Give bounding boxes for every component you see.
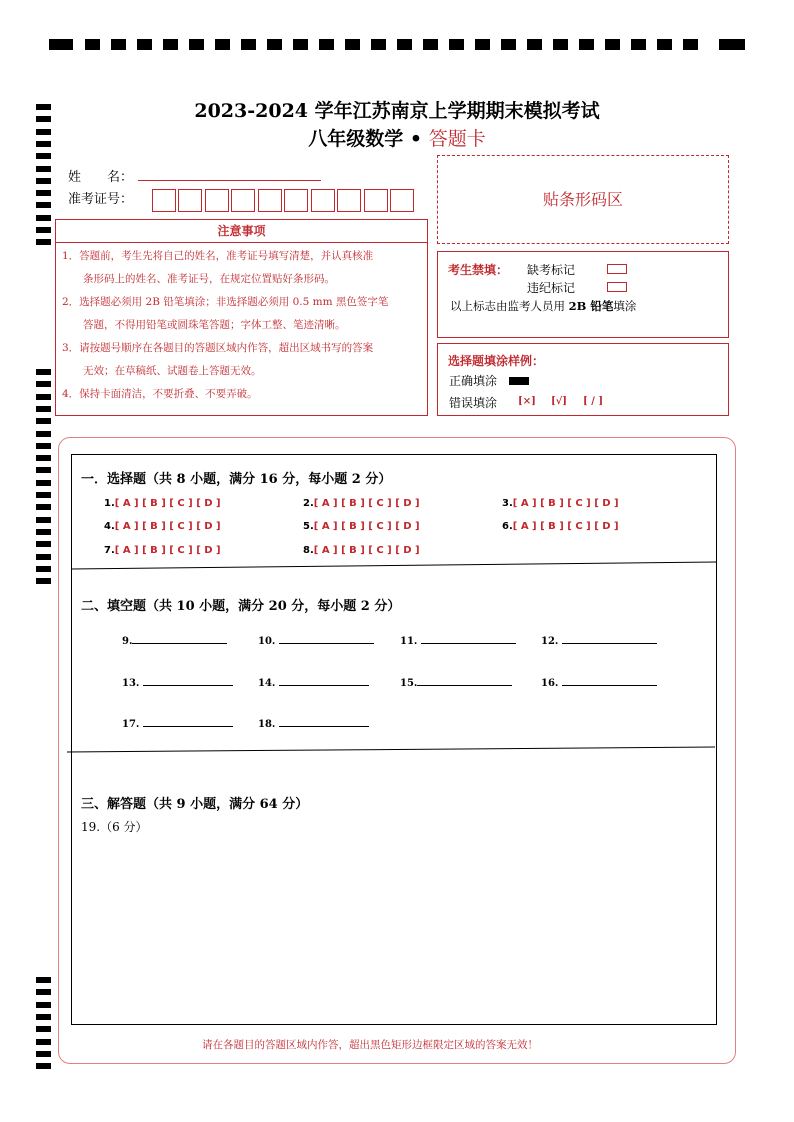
choice-options: [ A ] [ B ] [ C ] [ D ] (114, 521, 221, 532)
notice-item-3b: 无效；在草稿纸、试题卷上答题无效。 (62, 365, 262, 377)
notice-box (55, 219, 428, 416)
fill-q17[interactable] (122, 716, 233, 730)
q-number: 16. (541, 678, 559, 689)
absent-label: 缺考标记 (527, 263, 576, 277)
forbid-note-bold: 2B 铅笔 (568, 299, 614, 313)
violation-label: 违纪标记 (527, 281, 576, 295)
timing-mark (36, 529, 51, 535)
notice-item-1b: 条形码上的姓名、准考证号，在规定位置贴好条形码。 (62, 273, 335, 285)
forbid-note (450, 298, 636, 314)
section3-heading: 三、解答题（共 9 小题，满分 64 分） (81, 797, 309, 812)
fill-q12[interactable] (541, 633, 657, 647)
q-number: 17. (122, 719, 140, 730)
subtitle-subject: 八年级数学 (308, 128, 404, 150)
q-number: 6. (502, 521, 513, 532)
timing-mark (36, 1002, 51, 1008)
choice-q3[interactable] (502, 498, 619, 509)
subtitle-answer-card: 答题卡 (428, 128, 486, 150)
fill-q15[interactable] (400, 675, 512, 689)
forbid-note-prefix: 以上标志由监考人员用 (450, 299, 569, 313)
timing-mark (36, 215, 51, 221)
barcode-area (437, 155, 729, 244)
choice-options: [ A ] [ B ] [ C ] [ D ] (313, 545, 420, 556)
correct-label: 正确填涂 (449, 374, 498, 388)
q-number: 15. (400, 678, 418, 689)
q-number: 5. (303, 521, 314, 532)
sample-box (437, 343, 729, 416)
timing-mark (36, 554, 51, 560)
fill-q18[interactable] (258, 716, 369, 730)
notice-item-1a: 1．答题前，考生先将自己的姓名，准考证号填写清楚，并认真核准 (62, 250, 374, 262)
q-number: 10. (258, 636, 276, 647)
timing-mark (36, 1063, 51, 1069)
timing-mark (36, 239, 51, 245)
choice-q1[interactable] (104, 498, 221, 509)
q-number: 13. (122, 678, 140, 689)
timing-mark (36, 202, 51, 208)
page-title: 2023-2024 学年江苏南京上学期期末模拟考试 (194, 100, 600, 122)
timing-mark (36, 190, 51, 196)
footer-warning: 请在各题目的答题区域内作答，超出黑色矩形边框限定区域的答案无效！ (202, 1039, 538, 1051)
q-number: 1. (104, 498, 115, 509)
page-subtitle (0, 124, 794, 151)
timing-mark (36, 517, 51, 523)
notice-item-4: 4．保持卡面清洁，不要折叠、不要弄破。 (62, 388, 258, 400)
timing-mark (36, 153, 51, 159)
q19-answer-area[interactable] (80, 840, 710, 1020)
choice-q7[interactable] (104, 545, 221, 556)
timing-mark (36, 227, 51, 233)
q-number: 2. (303, 498, 314, 509)
timing-mark (36, 541, 51, 547)
choice-options: [ A ] [ B ] [ C ] [ D ] (114, 498, 221, 509)
fill-q10[interactable] (258, 633, 374, 647)
correct-mark (509, 377, 529, 385)
absent-mark[interactable] (607, 264, 627, 274)
timing-mark (36, 504, 51, 510)
wrong-mark-slash: [ / ] (583, 396, 604, 407)
fill-q11[interactable] (400, 633, 516, 647)
fill-q16[interactable] (541, 675, 657, 689)
q-number: 11. (400, 636, 418, 647)
timing-mark (36, 480, 51, 486)
timing-mark (36, 431, 51, 437)
notice-item-2a: 2．选择题必须用 2B 铅笔填涂；非选择题必须用 0.5 mm 黑色签字笔 (62, 296, 389, 308)
timing-mark (36, 369, 51, 375)
choice-q4[interactable] (104, 521, 221, 532)
section2-heading: 二、填空题（共 10 小题，满分 20 分，每小题 2 分） (81, 599, 401, 614)
timing-mark (36, 455, 51, 461)
timing-mark (36, 443, 51, 449)
choice-q5[interactable] (303, 521, 420, 532)
timing-mark (36, 467, 51, 473)
choice-options: [ A ] [ B ] [ C ] [ D ] (313, 521, 420, 532)
timing-mark (36, 406, 51, 412)
q-number: 4. (104, 521, 115, 532)
q-number: 18. (258, 719, 276, 730)
timing-mark (36, 566, 51, 572)
id-label: 准考证号： (68, 192, 134, 207)
notice-item-2b: 答题，不得用铅笔或圆珠笔答题；字体工整、笔迹清晰。 (62, 319, 346, 331)
timing-mark (36, 492, 51, 498)
wrong-mark-check: [√] (551, 396, 568, 407)
subtitle-dot: • (409, 128, 423, 150)
q-number: 8. (303, 545, 314, 556)
choice-q8[interactable] (303, 545, 420, 556)
forbid-note-suffix: 填涂 (613, 299, 637, 313)
section1-heading: 一．选择题（共 8 小题，满分 16 分，每小题 2 分） (81, 472, 392, 487)
fill-q13[interactable] (122, 675, 233, 689)
notice-item-3a: 3．请按题号顺序在各题目的答题区域内作答，超出区域书写的答案 (62, 342, 374, 354)
timing-mark (36, 977, 51, 983)
wrong-mark-x: [×] (518, 396, 536, 407)
choice-q6[interactable] (502, 521, 619, 532)
timing-mark (36, 394, 51, 400)
timing-mark (36, 1014, 51, 1020)
timing-mark (36, 989, 51, 995)
q-number: 7. (104, 545, 115, 556)
forbid-label: 考生禁填： (448, 263, 509, 277)
fill-q14[interactable] (258, 675, 369, 689)
wrong-label: 错误填涂 (449, 396, 498, 410)
violation-mark[interactable] (607, 282, 627, 292)
timing-mark (36, 166, 51, 172)
q-number: 14. (258, 678, 276, 689)
timing-marks-top (0, 39, 794, 51)
choice-q2[interactable] (303, 498, 420, 509)
timing-marks-left (36, 0, 52, 1122)
forbid-box (437, 251, 729, 338)
q-number: 9. (122, 636, 133, 647)
choice-options: [ A ] [ B ] [ C ] [ D ] (512, 521, 619, 532)
timing-mark (36, 578, 51, 584)
q-number: 12. (541, 636, 559, 647)
choice-options: [ A ] [ B ] [ C ] [ D ] (114, 545, 221, 556)
notice-title: 注意事项 (56, 220, 427, 243)
barcode-label: 贴条形码区 (542, 190, 623, 209)
fill-q9[interactable] (122, 633, 227, 647)
timing-mark (36, 1026, 51, 1032)
sample-title: 选择题填涂样例： (448, 354, 545, 368)
q19-label: 19.（6 分） (81, 820, 148, 834)
timing-mark (36, 381, 51, 387)
choice-options: [ A ] [ B ] [ C ] [ D ] (512, 498, 619, 509)
id-number-cells[interactable] (152, 189, 417, 212)
q-number: 3. (502, 498, 513, 509)
name-label: 姓 名： (68, 170, 134, 185)
name-field[interactable] (138, 180, 321, 181)
timing-mark (36, 178, 51, 184)
choice-options: [ A ] [ B ] [ C ] [ D ] (313, 498, 420, 509)
timing-mark (36, 418, 51, 424)
